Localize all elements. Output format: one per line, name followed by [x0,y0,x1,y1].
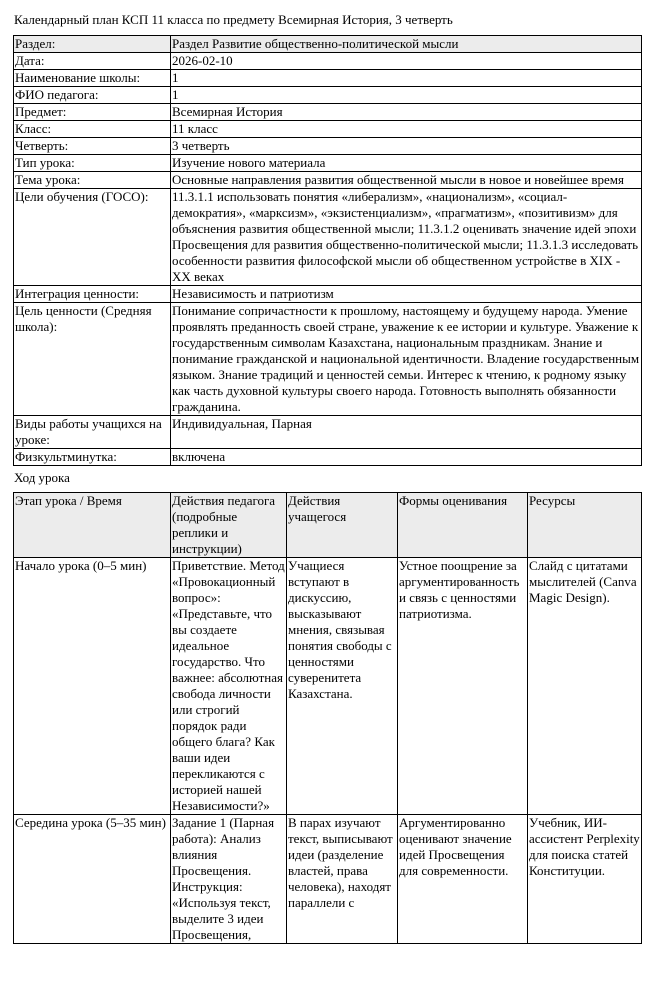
info-label: Тип урока: [14,155,171,172]
info-label: Дата: [14,53,171,70]
info-value: 1 [171,70,642,87]
info-row [14,172,642,189]
info-row [14,121,642,138]
flow-cell: Аргументированно оценивают значение идей Просвещения для современности. [398,815,528,944]
info-value: 2026-02-10 [171,53,642,70]
flow-cell: В парах изучают текст, выписывают идеи (разделение властей, права человека), находят параллели с [287,815,398,944]
info-row [14,36,642,53]
flow-cell: Приветствие. Метод «Провокационный вопрос»: «Представьте, что вы создаете идеальное государство. Что важнее: абсолютная свобода личности или строгий порядок ради общего блага? Как ваши идеи перекликаются с историей нашей Независимости?» [172,558,285,813]
info-value: Индивидуальная, Парная [171,416,642,449]
flow-cell: Середина урока (5–35 мин) [14,815,171,944]
flow-header-row [14,493,642,558]
info-label: Тема урока: [14,172,171,189]
info-table [13,35,642,466]
section-heading: Ход урока [14,470,70,485]
info-row [14,449,642,466]
info-label: Интеграция ценности: [14,286,171,303]
flow-cell: Задание 1 (Парная работа): Анализ влияния Просвещения. Инструкция: «Используя текст, выделите 3 идеи Просвещения, [171,815,287,944]
flow-cell: Начало урока (0–5 мин) [14,558,171,815]
info-row [14,104,642,121]
flow-cell: Учащиеся вступают в дискуссию, высказывают мнения, связывая понятия свободы с ценностями суверенитета Казахстана. [287,558,398,815]
flow-cell: Слайд с цитатами мыслителей (Canva Magic Design). [528,558,642,815]
info-value: 11.3.1.1 использовать понятия «либерализм», «национализм», «социал-демократия», «марксизм», «экзистенциализм», «прагматизм», «позитивизм» для объяснения развития общественной мысли; 11.3.1.2 оценивать значение идей эпохи Просвещения для развития общественно-политической мысли; 11.3.1.3 исследовать особенности развития философской мысли об общественном устройстве в XIX - XX веках [171,189,642,286]
info-value: Раздел Развитие общественно-политической мысли [171,36,642,53]
info-label: Физкультминутка: [14,449,171,466]
info-row [14,138,642,155]
info-label: Цели обучения (ГОСО): [14,189,171,286]
flow-header-cell: Этап урока / Время [14,493,171,558]
flow-cell: Учебник, ИИ-ассистент Perplexity для поиска статей Конституции. [528,815,642,944]
flow-row [14,815,642,944]
info-row [14,87,642,104]
info-row [14,286,642,303]
flow-row [14,558,642,815]
info-value: Понимание сопричастности к прошлому, настоящему и будущему народа. Умение проявлять преданность своей стране, уважение к ее истории и культуре. Уважение к государственным символам Казахстана, национальным праздникам. Знание и понимание гражданской и национальной идентичности. Владение государственным языком. Знание традиций и ценностей семьи. Интерес к чтению, к родному языку как часть духовной культуры своего народа. Готовность выполнять обязанности гражданина. [171,303,642,416]
info-row [14,189,642,286]
info-row [14,53,642,70]
flow-header-cell: Ресурсы [528,493,642,558]
info-value: Всемирная История [171,104,642,121]
flow-cell: Устное поощрение за аргументированность и связь с ценностями патриотизма. [398,558,528,815]
flow-header-cell: Действия педагога (подробные реплики и инструкции) [171,493,287,558]
info-label: Четверть: [14,138,171,155]
flow-header-cell: Формы оценивания [398,493,528,558]
info-row [14,416,642,449]
info-value: Независимость и патриотизм [171,286,642,303]
info-value: 1 [171,87,642,104]
lesson-flow-table [13,492,642,944]
info-value: 3 четверть [171,138,642,155]
info-row [14,155,642,172]
info-label: Цель ценности (Средняя школа): [14,303,171,416]
info-value: Изучение нового материала [171,155,642,172]
info-label: Наименование школы: [14,70,171,87]
info-row [14,303,642,416]
info-value: включена [171,449,642,466]
info-label: Виды работы учащихся на уроке: [14,416,171,449]
document-title: Календарный план КСП 11 класса по предмету Всемирная История, 3 четверть [14,12,453,27]
info-label: Предмет: [14,104,171,121]
info-value: 11 класс [171,121,642,138]
info-label: Раздел: [14,36,171,53]
info-value: Основные направления развития общественной мысли в новое и новейшее время [171,172,642,189]
flow-header-cell: Действия учащегося [287,493,398,558]
info-row [14,70,642,87]
info-label: ФИО педагога: [14,87,171,104]
info-label: Класс: [14,121,171,138]
